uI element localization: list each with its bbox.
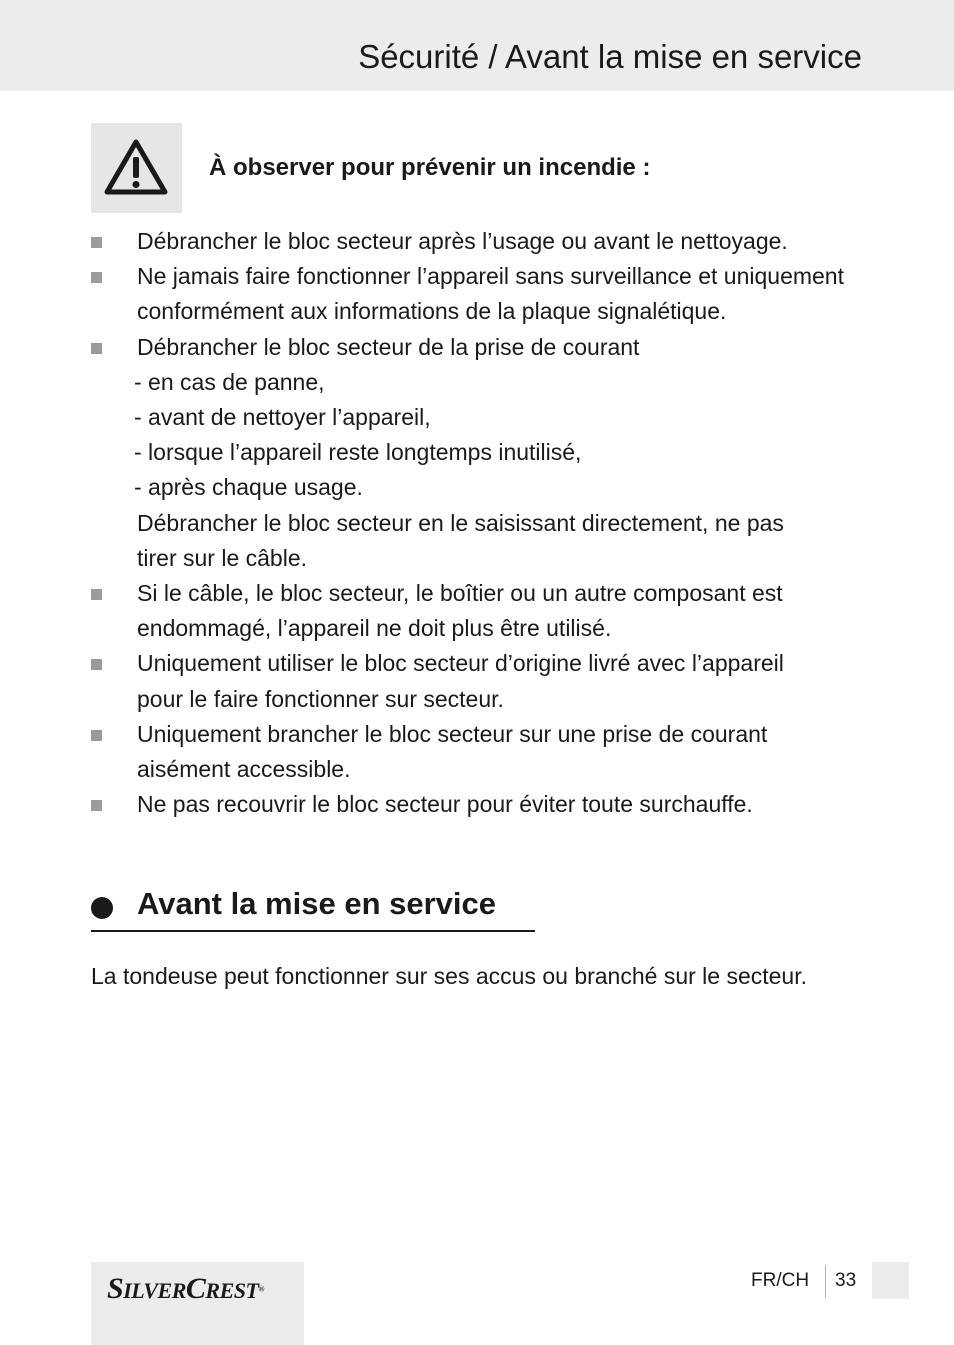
list-bullet	[91, 730, 102, 741]
list-subitem: - en cas de panne,	[134, 369, 325, 395]
list-item: conformément aux informations de la plaque signalétique.	[137, 298, 727, 324]
logo-silver-rest: ILVER	[123, 1278, 186, 1303]
list-item: Débrancher le bloc secteur en le saisissant directement, ne pas	[137, 510, 784, 536]
footer-language: FR/CH	[751, 1270, 810, 1291]
list-bullet	[91, 800, 102, 811]
list-subitem: - lorsque l’appareil reste longtemps inutilisé,	[134, 439, 582, 465]
page-title: Sécurité / Avant la mise en service	[358, 38, 862, 75]
brand-logo	[91, 1262, 304, 1345]
page-number: 33	[835, 1270, 857, 1291]
list-item: endommagé, l’appareil ne doit plus être utilisé.	[137, 615, 612, 641]
list-item: Ne jamais faire fonctionner l’appareil sans surveillance et uniquement	[137, 263, 844, 289]
section-underline	[91, 930, 535, 932]
list-item: Uniquement brancher le bloc secteur sur une prise de courant	[137, 721, 768, 747]
list-subitem: - après chaque usage.	[134, 474, 363, 500]
list-item: pour le faire fonctionner sur secteur.	[137, 686, 504, 712]
list-bullet	[91, 272, 102, 283]
logo-crest-rest: REST	[205, 1278, 259, 1303]
list-bullet	[91, 343, 102, 354]
list-item: Débrancher le bloc secteur après l’usage ou avant le nettoyage.	[137, 228, 788, 254]
footer-divider	[825, 1265, 826, 1298]
logo-first-letter: S	[107, 1272, 124, 1305]
list-bullet	[91, 589, 102, 600]
warning-box	[91, 123, 182, 213]
list-bullet	[91, 237, 102, 248]
list-item: Si le câble, le bloc secteur, le boîtier ou un autre composant est	[137, 580, 783, 606]
list-item: Ne pas recouvrir le bloc secteur pour éviter toute surchauffe.	[137, 791, 753, 817]
list-subitem: - avant de nettoyer l’appareil,	[134, 404, 431, 430]
list-item: Uniquement utiliser le bloc secteur d’origine livré avec l’appareil	[137, 650, 784, 676]
warning-heading: À observer pour prévenir un incendie :	[209, 154, 651, 181]
list-item: tirer sur le câble.	[137, 545, 308, 571]
section-bullet	[91, 897, 113, 919]
list-item: Débrancher le bloc secteur de la prise de courant	[137, 334, 640, 360]
section-intro: La tondeuse peut fonctionner sur ses accus ou branché sur le secteur.	[91, 963, 807, 989]
section-title: Avant la mise en service	[137, 886, 496, 921]
list-bullet	[91, 659, 102, 670]
list-item: aisément accessible.	[137, 756, 351, 782]
logo-registered-mark: ®	[258, 1284, 264, 1294]
warning-triangle-icon	[103, 137, 169, 197]
footer-tab	[872, 1262, 909, 1299]
logo-second-letter: C	[185, 1272, 206, 1305]
